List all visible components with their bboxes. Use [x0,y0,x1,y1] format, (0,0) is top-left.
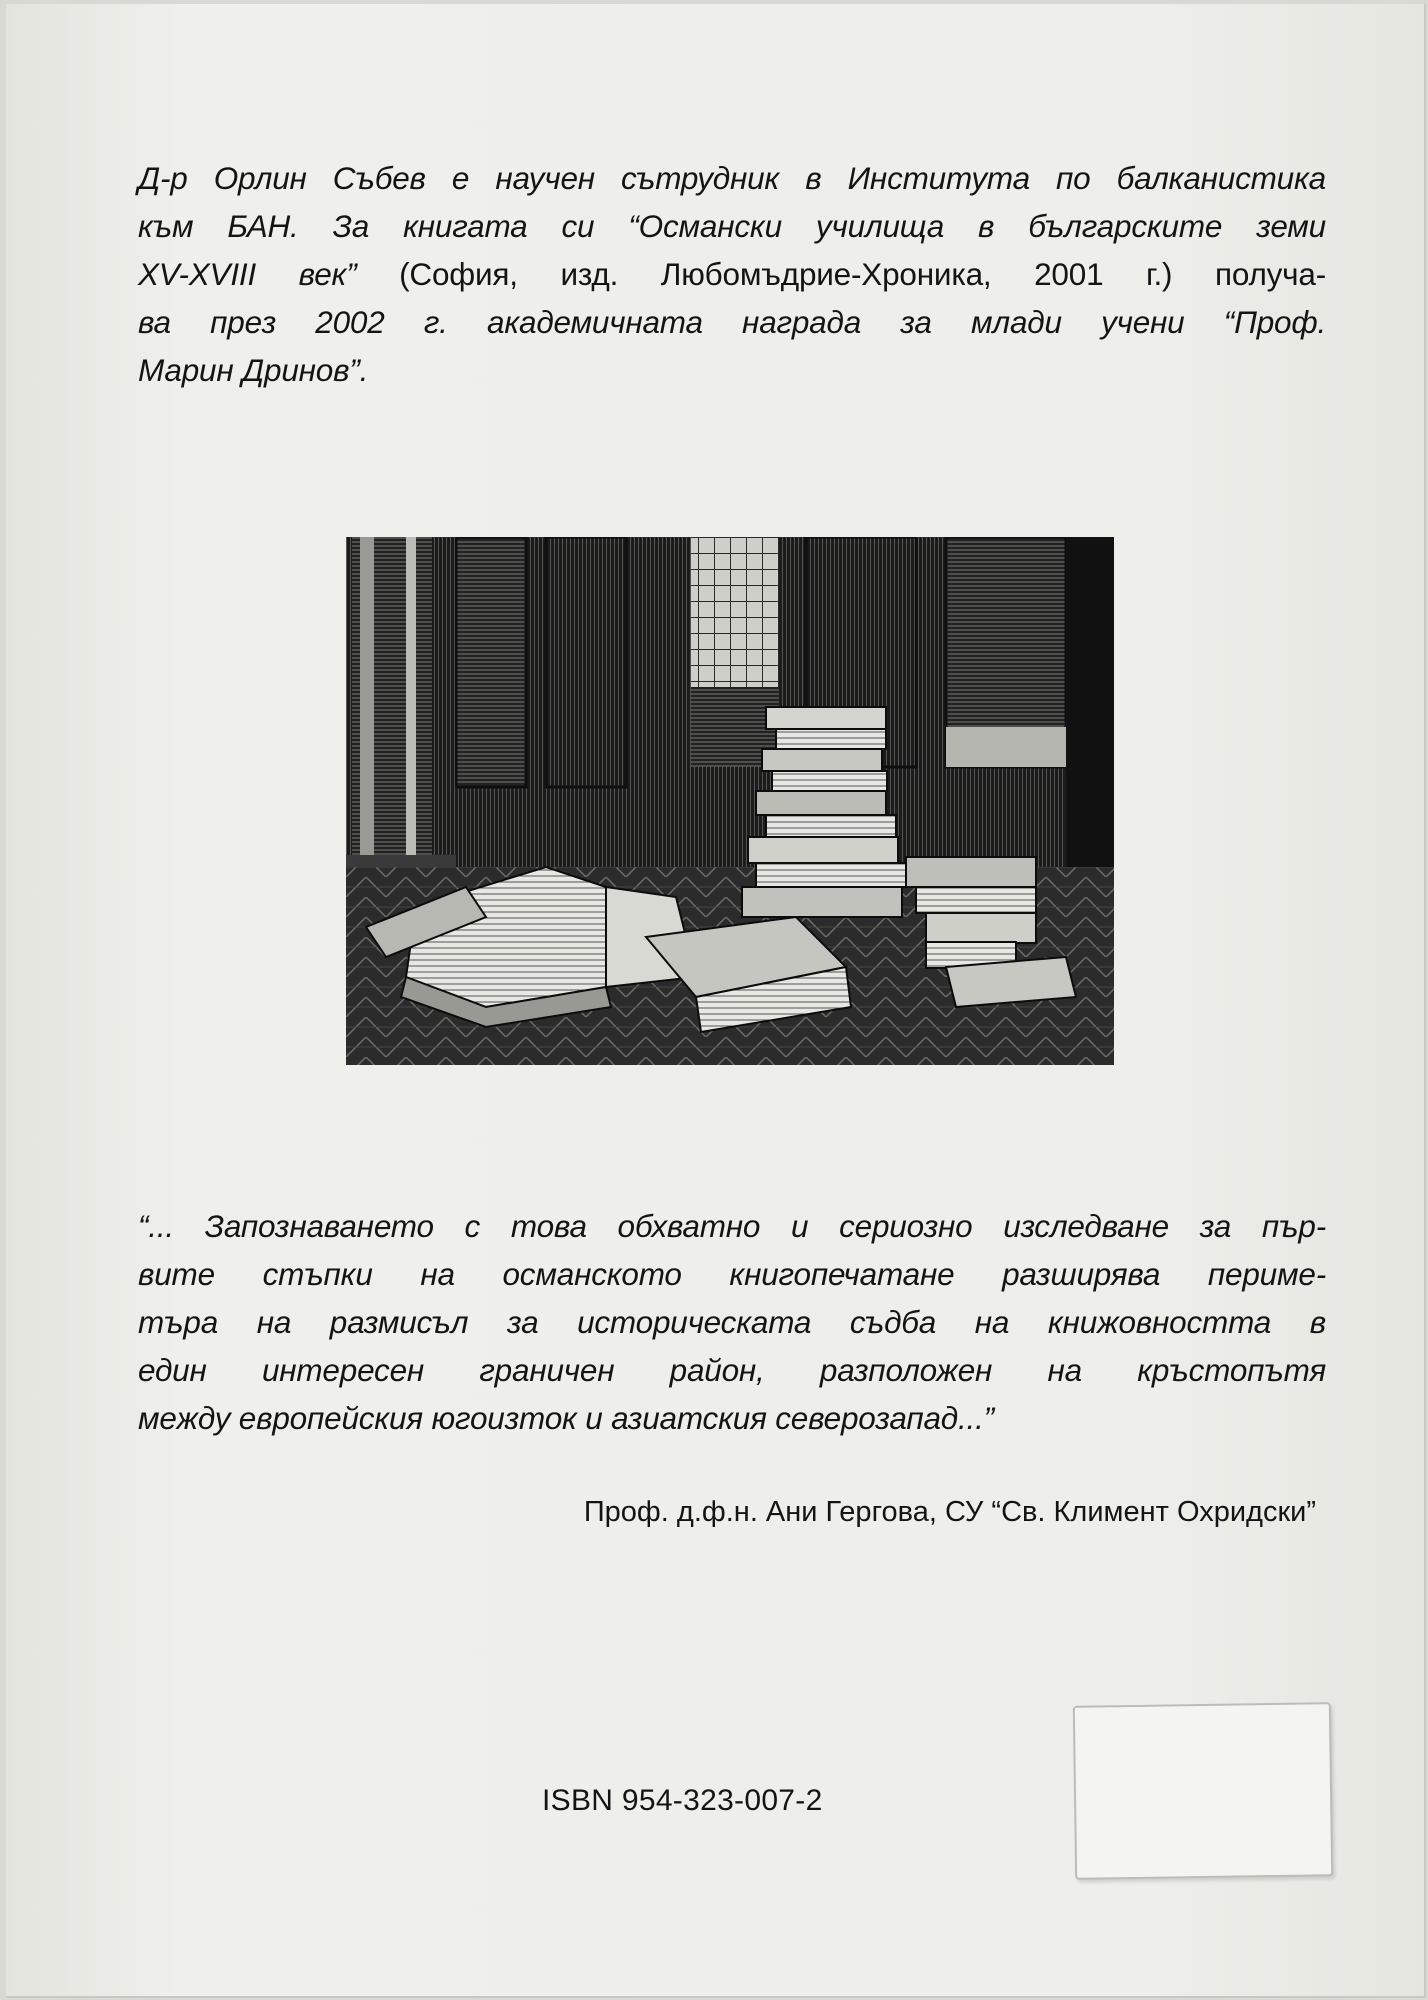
bio-century: XV-XVIII век” [138,256,400,292]
quote-line: “... Запознаването с това обхватно и сериозно изследване за пър- [138,1208,1326,1244]
bio-line: ва през 2002 г. академичната награда за млади учени “Проф. [138,304,1326,340]
author-bio [138,154,1326,394]
library-engraving [346,537,1114,1065]
back-cover [6,4,1426,1998]
bio-line: Д-р Орлин Събев е научен сътрудник в Института по балканистика [138,160,1326,196]
quote-attribution: Проф. д.ф.н. Ани Гергова, СУ “Св. Климент Охридски” [583,1496,1316,1528]
bio-line: Марин Дринов”. [138,352,369,388]
price-sticker [1073,1702,1333,1880]
bio-line: към БАН. За книгата си “Османски училища в българските земи [138,208,1326,244]
bio-line [138,250,1326,298]
review-quote [138,1202,1326,1442]
quote-line: търа на размисъл за историческата съдба на книжовността в [138,1304,1326,1340]
quote-line: един интересен граничен район, разположен на кръстопътя [138,1352,1326,1388]
bio-publication: (София, изд. Любомъдрие-Хроника, 2001 г.) получа- [399,256,1326,292]
quote-line: между европейския югоизток и азиатския северозапад...” [138,1400,994,1436]
isbn: ISBN 954-323-007-2 [542,1784,823,1817]
quote-line: вите стъпки на османското книгопечатане разширява периме- [138,1256,1326,1292]
